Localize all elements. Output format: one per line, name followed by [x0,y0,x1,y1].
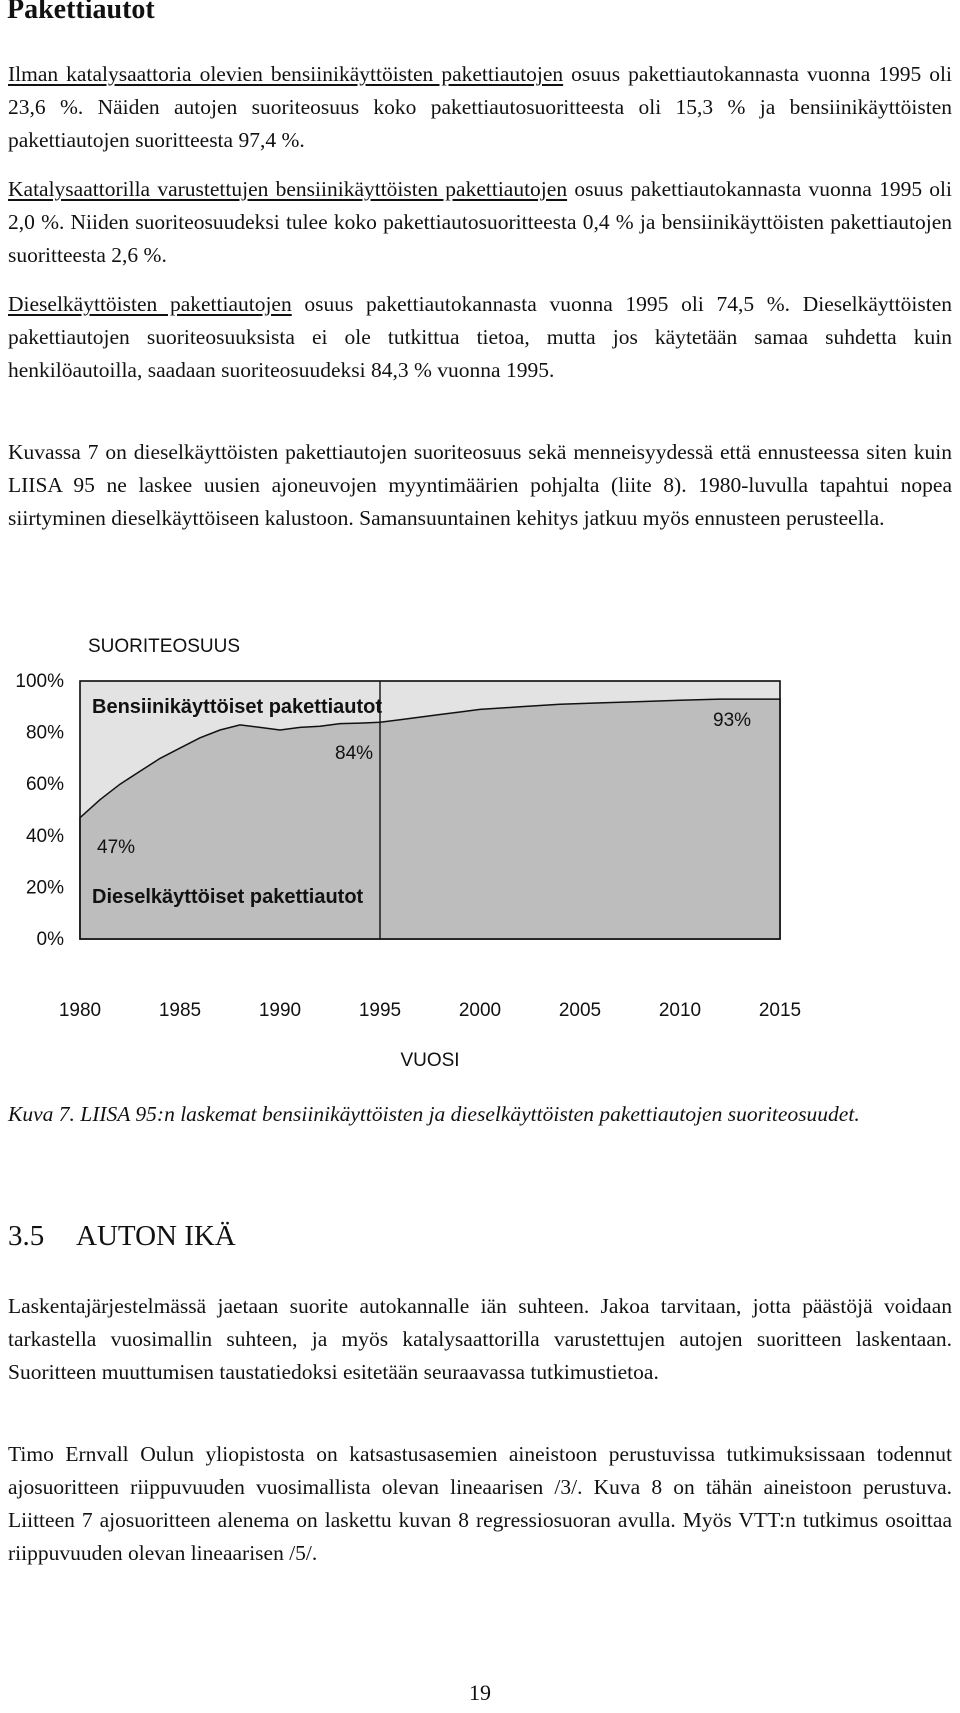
y-tick-label: 20% [25,877,64,899]
paragraph-2 [8,173,952,272]
y-tick-label: 40% [25,825,64,847]
paragraph-3-text: osuus pakettiautokannasta vuonna 1995 oli 74,5 %. Dieselkäyttöisten pakettiautojen suoriteosuuksista ei ole tutkittua tietoa, mutta jos käytetään samaa suhdetta kuin henkilöautoilla, saadaan suoriteosuudeksi 84,3 % vuonna 1995. [8,292,952,382]
y-tick-label: 80% [25,722,64,744]
x-tick-label: 1990 [258,1000,302,1021]
paragraph-1-subject: Ilman katalysaattoria olevien bensiinikäyttöisten pakettiautojen [8,62,564,86]
paragraph-2-text: osuus pakettiautokannasta vuonna 1995 oli 2,0 %. Niiden suoriteosuudeksi tulee koko pakettiautosuoritteesta 0,4 % ja bensiinikäyttöisten pakettiautojen suoritteesta 2,6 %. [8,177,953,267]
diesel-share-chart [0,635,960,1085]
paragraph-1 [8,58,952,157]
paragraph-6: Timo Ernvall Oulun yliopistosta on katsastusasemien aineistoon perustuvissa tutkimuksissaan todennut ajosuoritteen riippuvuuden vuosimallista olevan lineaarisen /3/. Kuva 8 on tähän aineistoon perustuva. Liitteen 7 ajosuoritteen alenema on laskettu kuvan 8 regressiosuoran avulla. Myös VTT:n tutkimus osoittaa riippuvuuden olevan lineaarisen /5/. [8,1442,952,1565]
annotation-47: 47% [97,837,136,858]
paragraph-4: Kuvassa 7 on dieselkäyttöisten pakettiautojen suoriteosuus sekä menneisyydessä että ennusteessa siten kuin LIISA 95 ne laskee uusien ajoneuvojen myyntimäärien pohjalta (liite 8). 1980-luvulla tapahtui nopea siirtyminen dieselkäyttöiseen kalustoon. Samansuuntainen kehitys jatkuu myös ennusteen perusteella. [8,440,952,530]
annotation-93: 93% [713,710,752,731]
chart-title: SUORITEOSUUS [88,636,241,657]
section-number: 3.5 [8,1220,45,1252]
y-tick-label: 100% [15,671,64,692]
annotation-84: 84% [335,743,374,764]
x-axis [59,1000,801,1021]
page-number: 19 [469,1680,491,1705]
section-title: AUTON IKÄ [76,1220,236,1252]
x-tick-label: 2015 [758,1000,802,1021]
y-tick-label: 0% [36,929,64,950]
x-tick-label: 1985 [158,1000,202,1021]
section-heading [8,1220,236,1253]
page-heading: Pakettiautot [7,0,155,25]
x-tick-label: 1980 [58,1000,102,1021]
x-axis-label: VUOSI [400,1050,460,1071]
paragraph-2-subject: Katalysaattorilla varustettujen bensiinikäyttöisten pakettiautojen [8,177,568,201]
paragraph-5: Laskentajärjestelmässä jaetaan suorite autokannalle iän suhteen. Jakoa tarvitaan, jotta päästöjä voidaan tarkastella vuosimallin suhteen, ja myös katalysaattorilla varustettujen autojen suoritteen laskentaan. Suoritteen muuttumisen taustatiedoksi esitetään seuraavassa tutkimustietoa. [8,1294,952,1384]
paragraph-1-text: osuus pakettiautokannasta vuonna 1995 oli 23,6 %. Näiden autojen suoriteosuus koko pakettiautosuoritteesta oli 15,3 % ja bensiinikäyttöisten pakettiautojen suoritteesta 97,4 %. [8,62,952,152]
legend-diesel: Dieselkäyttöiset pakettiautot [92,886,364,908]
paragraph-3-subject: Dieselkäyttöisten pakettiautojen [8,292,292,316]
y-axis [15,671,64,950]
legend-petrol: Bensiinikäyttöiset pakettiautot [92,696,383,718]
x-tick-label: 2000 [458,1000,502,1021]
figure-caption: Kuva 7. LIISA 95:n laskemat bensiinikäyttöisten ja dieselkäyttöisten pakettiautojen suoriteosuudet. [8,1102,860,1126]
x-tick-label: 2005 [558,1000,602,1021]
y-tick-label: 60% [25,774,64,796]
x-tick-label: 1995 [358,1000,402,1021]
x-tick-label: 2010 [658,1000,702,1021]
paragraph-3 [8,288,952,387]
